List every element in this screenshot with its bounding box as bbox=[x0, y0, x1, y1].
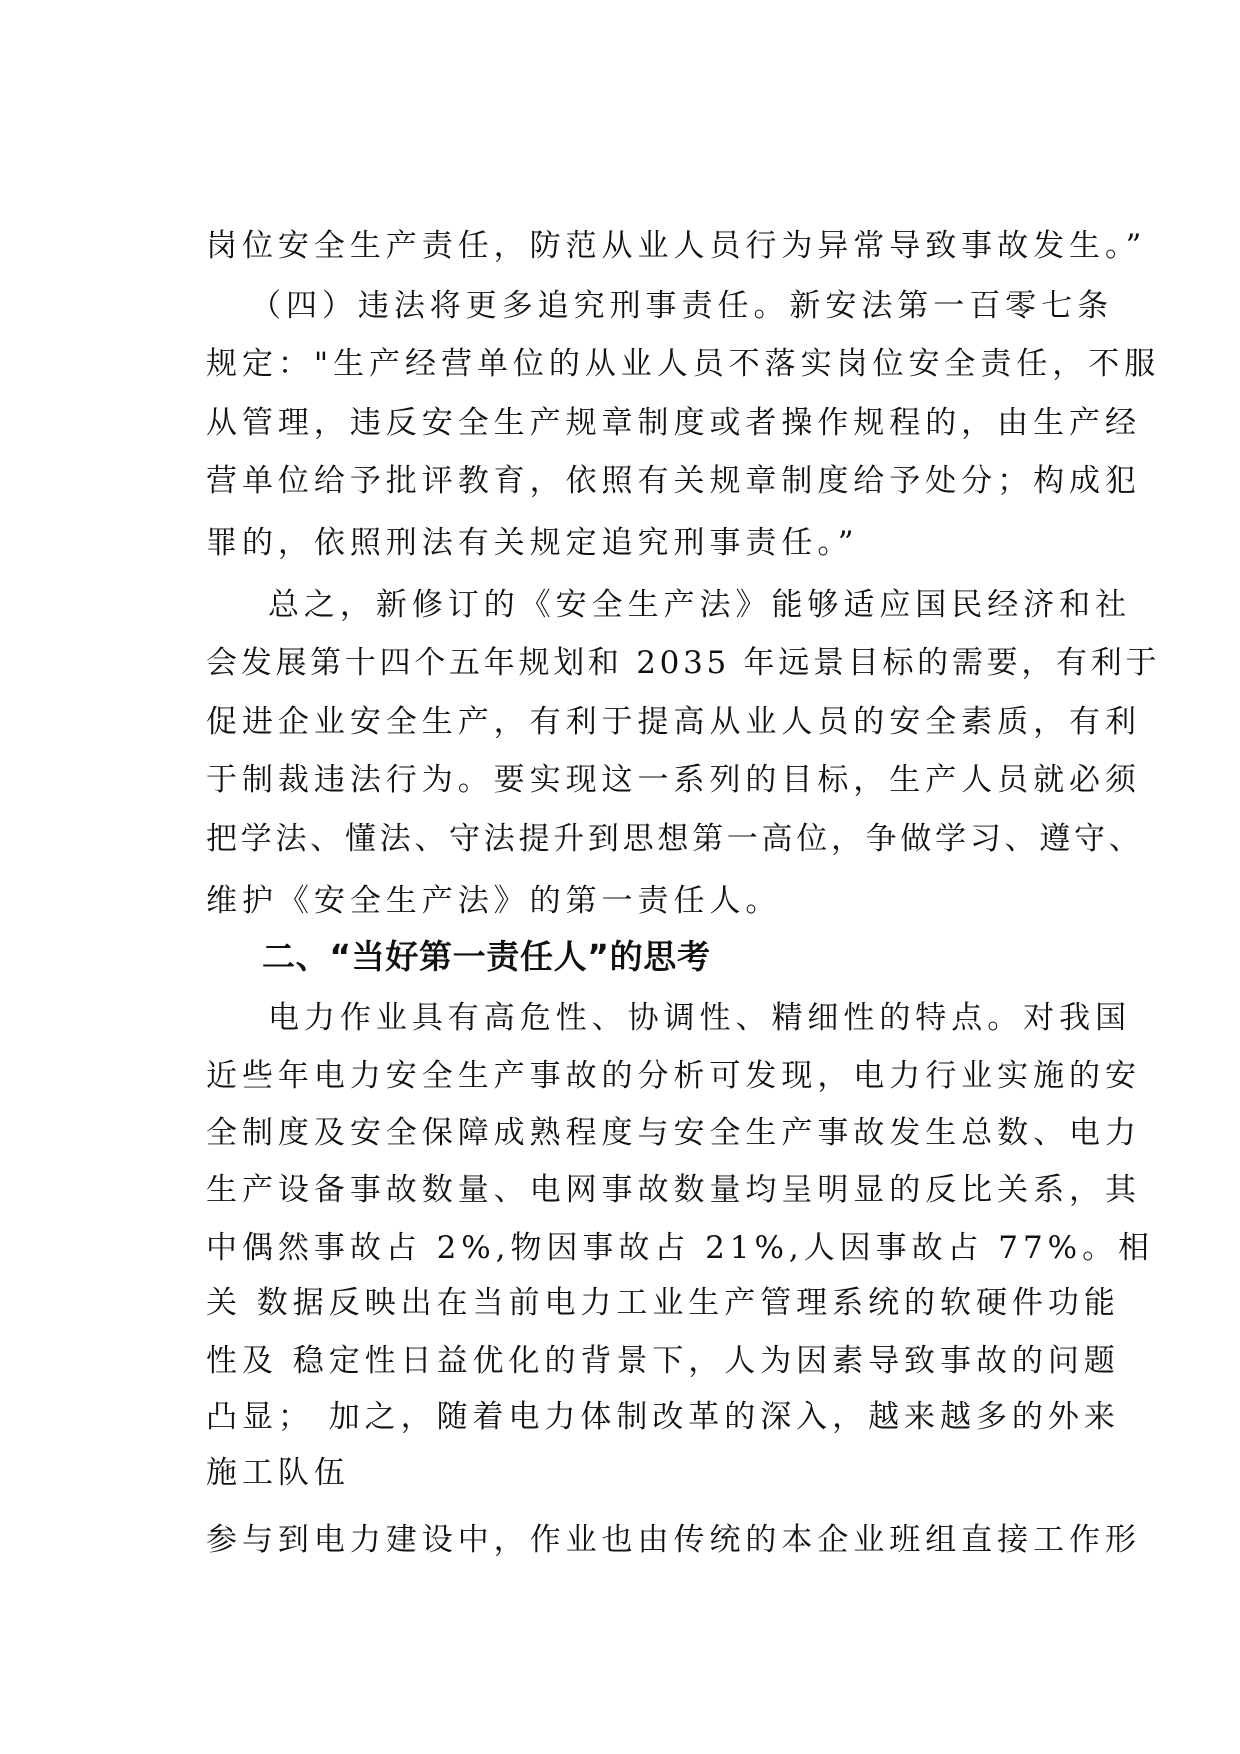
body-text-line: 凸显； 加之，随着电力体制改革的深入，越来越多的外来 bbox=[206, 1399, 1120, 1435]
body-text-line: 生产设备事故数量、电网事故数量均呈明显的反比关系，其 bbox=[206, 1172, 1141, 1208]
body-text-line: 岗位安全生产责任，防范从业人员行为异常导致事故发生。” bbox=[206, 228, 1147, 264]
section-heading: 二、“当好第一责任人”的思考 bbox=[262, 937, 711, 976]
body-text-line: 把学法、懂法、守法提升到思想第一高位，争做学习、遵守、 bbox=[206, 821, 1144, 857]
body-text-line: 参与到电力建设中，作业也由传统的本企业班组直接工作形 bbox=[206, 1522, 1141, 1558]
body-text-line: 于制裁违法行为。要实现这一系列的目标，生产人员就必须 bbox=[206, 762, 1141, 798]
body-text-line: 维护《安全生产法》的第一责任人。 bbox=[206, 883, 782, 919]
body-text-line: 促进企业安全生产，有利于提高从业人员的安全素质，有利 bbox=[206, 704, 1141, 740]
body-text-line: 关 数据反映出在当前电力工业生产管理系统的软硬件功能 bbox=[206, 1285, 1120, 1321]
body-text-line: 中偶然事故占 2%,物因事故占 21%,人因事故占 77%。相 bbox=[206, 1230, 1155, 1266]
body-text-line: 总之，新修订的《安全生产法》能够适应国民经济和社 bbox=[268, 587, 1132, 623]
body-text-line: 近些年电力安全生产事故的分析可发现，电力行业实施的安 bbox=[206, 1058, 1141, 1094]
body-text-line: 会发展第十四个五年规划和 2035 年远景目标的需要，有利于 bbox=[206, 645, 1161, 681]
body-text-line: （四）违法将更多追究刑事责任。新安法第一百零七条 bbox=[250, 288, 1114, 324]
body-text-line: 施工队伍 bbox=[206, 1455, 350, 1491]
body-text-line: 规定："生产经营单位的从业人员不落实岗位安全责任，不服 bbox=[206, 346, 1161, 382]
body-text-line: 营单位给予批评教育，依照有关规章制度给予处分；构成犯 bbox=[206, 463, 1141, 499]
body-text-line: 从管理，违反安全生产规章制度或者操作规程的，由生产经 bbox=[206, 405, 1141, 441]
body-text-line: 性及 稳定性日益优化的背景下，人为因素导致事故的问题 bbox=[206, 1343, 1120, 1379]
body-text-line: 电力作业具有高危性、协调性、精细性的特点。对我国 bbox=[268, 1000, 1132, 1036]
body-text-line: 罪的，依照刑法有关规定追究刑事责任。” bbox=[206, 525, 859, 561]
body-text-line: 全制度及安全保障成熟程度与安全生产事故发生总数、电力 bbox=[206, 1115, 1141, 1151]
